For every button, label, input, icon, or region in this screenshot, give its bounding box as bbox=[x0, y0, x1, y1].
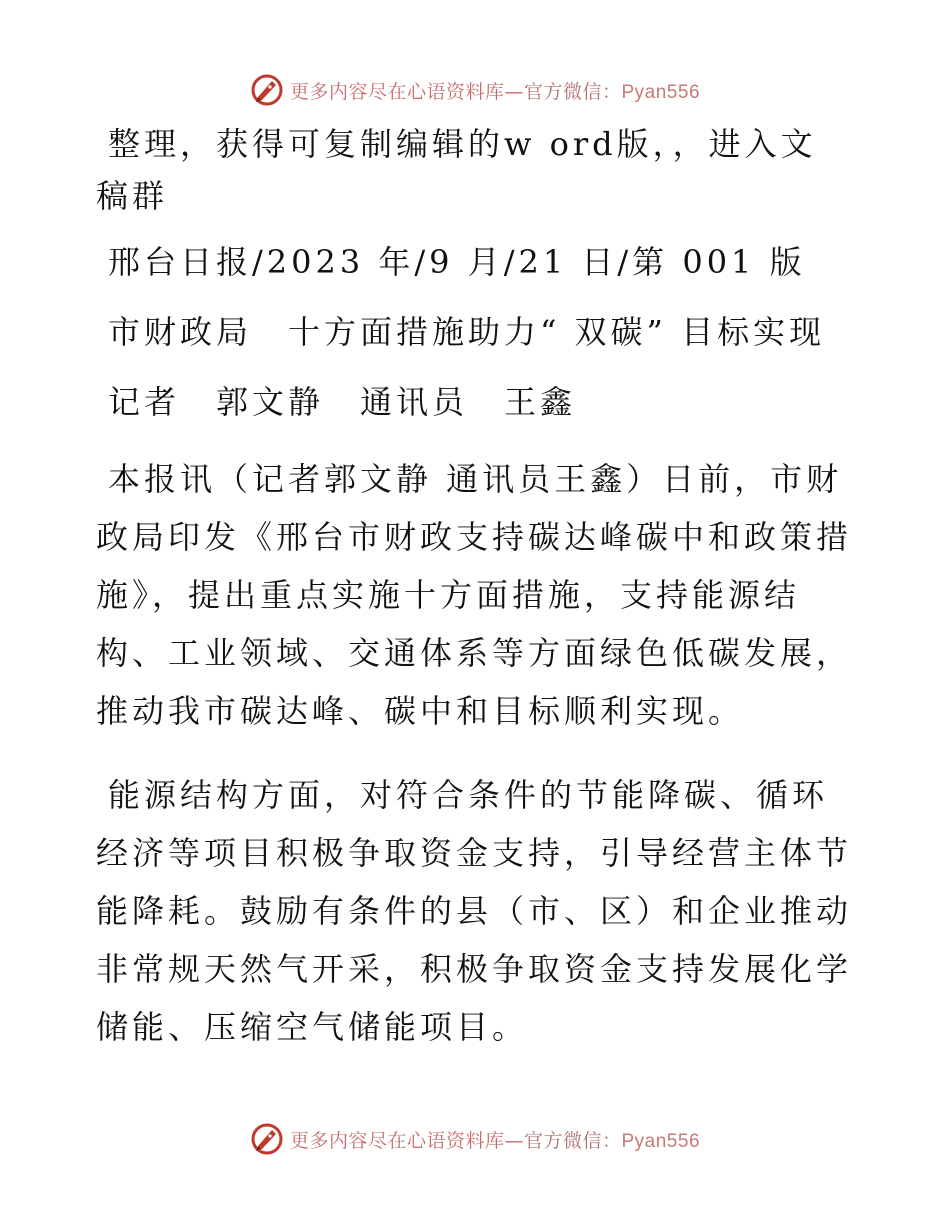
watermark-wechat-id: Pyan556 bbox=[621, 1130, 701, 1152]
pen-logo-icon bbox=[250, 1122, 284, 1156]
publication-meta: 邢台日报/2023 年/9 月/21 日/第 001 版 bbox=[108, 243, 806, 281]
article-byline: 记者 郭文静 通讯员 王鑫 bbox=[108, 383, 577, 421]
document-body bbox=[96, 118, 852, 1056]
watermark-main: 更多内容尽在心语资料库 bbox=[289, 1129, 505, 1152]
watermark-wechat-label: 官方微信： bbox=[523, 80, 622, 103]
intro-paragraph: 整理，获得可复制编辑的w ord版，，进入文稿群 bbox=[96, 125, 817, 215]
footer-watermark bbox=[0, 1119, 950, 1159]
watermark-wechat-id: Pyan556 bbox=[621, 81, 701, 103]
pen-logo-icon bbox=[250, 73, 284, 107]
watermark-main: 更多内容尽在心语资料库 bbox=[289, 80, 505, 103]
body-paragraph: 能源结构方面，对符合条件的节能降碳、循环经济等项目积极争取资金支持，引导经营主体节能降耗。鼓励有条件的县（市、区）和企业推动非常规天然气开采，积极争取资金支持发展化学储能、压缩空气储能项目。 bbox=[96, 776, 853, 1046]
watermark-dash: — bbox=[504, 80, 524, 103]
body-paragraph: 本报讯（记者郭文静 通讯员王鑫）日前，市财政局印发《邢台市财政支持碳达峰碳中和政策措施》，提出重点实施十方面措施，支持能源结构、工业领域、交通体系等方面绿色低碳发展，推动我市碳达峰、碳中和目标顺利实现。 bbox=[96, 460, 853, 730]
watermark-text bbox=[290, 1126, 700, 1153]
article-headline: 市财政局 十方面措施助力“ 双碳” 目标实现 bbox=[108, 313, 826, 351]
watermark-wechat-label: 官方微信： bbox=[523, 1129, 622, 1152]
watermark-dash: — bbox=[504, 1129, 524, 1152]
watermark-text bbox=[290, 77, 700, 104]
header-watermark bbox=[0, 70, 950, 110]
